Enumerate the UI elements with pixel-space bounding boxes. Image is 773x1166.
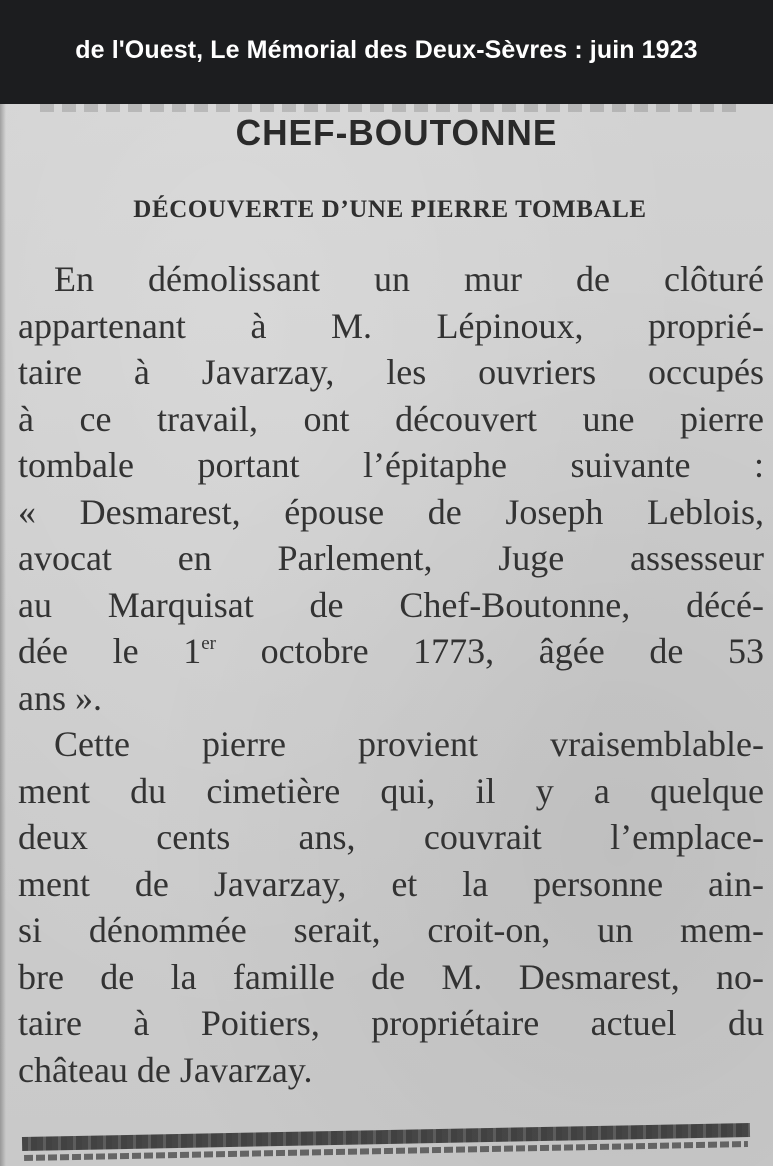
article-line: bre de la famille de M. Desmarest, no-	[18, 956, 764, 997]
article-heading: DÉCOUVERTE D’UNE PIERRE TOMBALE	[133, 196, 647, 223]
article-line: appartenant à M. Lépinoux, proprié-	[18, 305, 764, 346]
article-line: tombale portant l’épitaphe suivante :	[18, 445, 764, 485]
article-line-part: dée le 1	[18, 631, 202, 671]
article-line: avocat en Parlement, Juge assesseur	[18, 538, 764, 578]
article-line: si dénommée serait, croit-on, un mem-	[18, 910, 764, 950]
article-line	[18, 628, 764, 675]
article-line: ment du cimetière qui, il y a quelque	[18, 770, 764, 811]
article-line: taire à Poitiers, propriétaire actuel du	[18, 1003, 764, 1043]
article-line: au Marquisat de Chef-Boutonne, décé-	[18, 584, 764, 625]
article-line: Cette pierre provient vraisemblable-	[54, 724, 764, 764]
article-line: En démolissant un mur de clôturé	[54, 259, 764, 299]
article-line: deux cents ans, couvrait l’emplace-	[18, 817, 764, 857]
article-line: ans ».	[18, 677, 102, 718]
article-line: taire à Javarzay, les ouvriers occupés	[18, 352, 764, 392]
newspaper-clipping	[0, 104, 773, 1166]
article-line: château de Javarzay.	[18, 1049, 313, 1090]
section-heading: CHEF-BOUTONNE	[235, 112, 558, 153]
article-line: « Desmarest, épouse de Joseph Leblois,	[18, 491, 764, 532]
header-bar	[0, 0, 773, 104]
article-line: ment de Javarzay, et la personne ain-	[18, 863, 764, 904]
article-body	[18, 256, 764, 1093]
article-line: à ce travail, ont découvert une pierre	[18, 398, 764, 439]
header-title: de l'Ouest, Le Mémorial des Deux-Sèvres : juin 1923	[75, 35, 698, 64]
clipping-edge	[0, 104, 6, 1166]
bleed-through-text	[40, 104, 740, 112]
article-line-part: octobre 1773, âgée de 53	[215, 631, 764, 671]
superscript-ordinal: er	[201, 633, 216, 654]
